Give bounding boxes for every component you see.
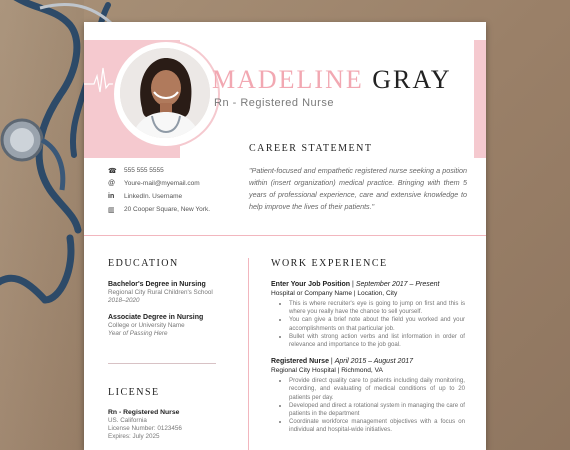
job-company: Regional City Hospital | Richmond, VA (271, 367, 383, 375)
job-bullet: • Developed and direct a rotational system in managing the care of patients in the department (289, 402, 465, 418)
contact-item (108, 164, 210, 177)
education-years: Year of Passing Here (108, 330, 168, 337)
section-divider (84, 235, 486, 236)
career-statement-heading: CAREER STATEMENT (249, 143, 373, 154)
job-position: Registered Nurse (271, 358, 329, 366)
license-heading: LICENSE (108, 387, 160, 398)
work-experience-list (271, 280, 465, 435)
contact-text: LinkedIn. Username (124, 193, 183, 200)
education-heading: EDUCATION (108, 258, 179, 269)
last-name: GRAY (372, 65, 452, 94)
first-name: MADELINE (212, 65, 364, 94)
degree-title: Associate Degree in Nursing (108, 314, 204, 321)
job-bullets (271, 377, 465, 434)
job-header: Registered Nurse | April 2015 – August 2017 (271, 358, 414, 366)
career-statement-text: "Patient-focused and empathetic registered nurse seeking a position within (insert organization) medical practice. Bringing with them 5 years of professional experience, care and extensive knowledge to help improve the lives of their patients." (249, 166, 467, 211)
resume-name (212, 65, 452, 95)
job-position: Enter Your Job Position (271, 281, 351, 288)
education-years: 2018–2020 (108, 297, 140, 304)
contact-text: 20 Cooper Square, New York. (124, 206, 210, 213)
phone-icon: ☎ (108, 167, 117, 175)
profile-photo (120, 48, 210, 138)
school-name: Regional City Rural Children's School (108, 289, 213, 296)
job-role: Rn - Registered Nurse (214, 97, 334, 109)
column-divider (248, 258, 249, 450)
header-accent-right (474, 40, 486, 158)
degree-title: Bachelor's Degree in Nursing (108, 281, 206, 288)
job-bullet: • Bullet with strong action verbs and list information in order of relevance and importance to the job goal. (289, 333, 465, 349)
job-bullets (271, 300, 465, 349)
education-divider (108, 363, 216, 364)
job-dates: April 2015 – August 2017 (334, 358, 414, 366)
job-bullet: • Provide direct quality care to patients including daily monitoring, recording, and evaluating of medical conditions of up to 20 patients per day. (289, 377, 465, 402)
resume-page (84, 22, 486, 450)
job-company: Hospital or Company Name | Location, City (271, 290, 398, 297)
license-block (108, 408, 228, 441)
job-dates: September 2017 – Present (355, 281, 440, 288)
license-expiry: Expires: July 2025 (108, 433, 160, 440)
contact-item (108, 190, 210, 203)
license-number: License Number: 0123456 (108, 425, 182, 432)
work-experience-heading: WORK EXPERIENCE (271, 258, 388, 269)
contact-list (108, 164, 210, 216)
at-icon: @ (108, 180, 116, 187)
school-name: College or University Name (108, 322, 185, 329)
building-icon: ▥ (108, 206, 115, 214)
job-bullet: • This is where recruiter's eye is going to jump on first and this is where you really have the chance to sell yourself. (289, 300, 465, 316)
education-list (108, 280, 228, 338)
contact-text: Youre-mail@myemail.com (124, 180, 200, 187)
job-bullet: • Coordinate workforce management objectives with a focus on individual and hospital-wide initiatives. (289, 418, 465, 434)
contact-text: 555 555 5555 (124, 167, 164, 174)
license-title: Rn - Registered Nurse (108, 409, 180, 416)
job-header: Enter Your Job Position | September 2017 – Present (271, 281, 440, 288)
contact-item (108, 203, 210, 216)
job-bullet: • You can give a brief note about the field you worked and your accomplishments on that particular job. (289, 316, 465, 332)
license-state: US. California (108, 417, 147, 424)
linkedin-icon: in (108, 193, 115, 200)
contact-item (108, 177, 210, 190)
